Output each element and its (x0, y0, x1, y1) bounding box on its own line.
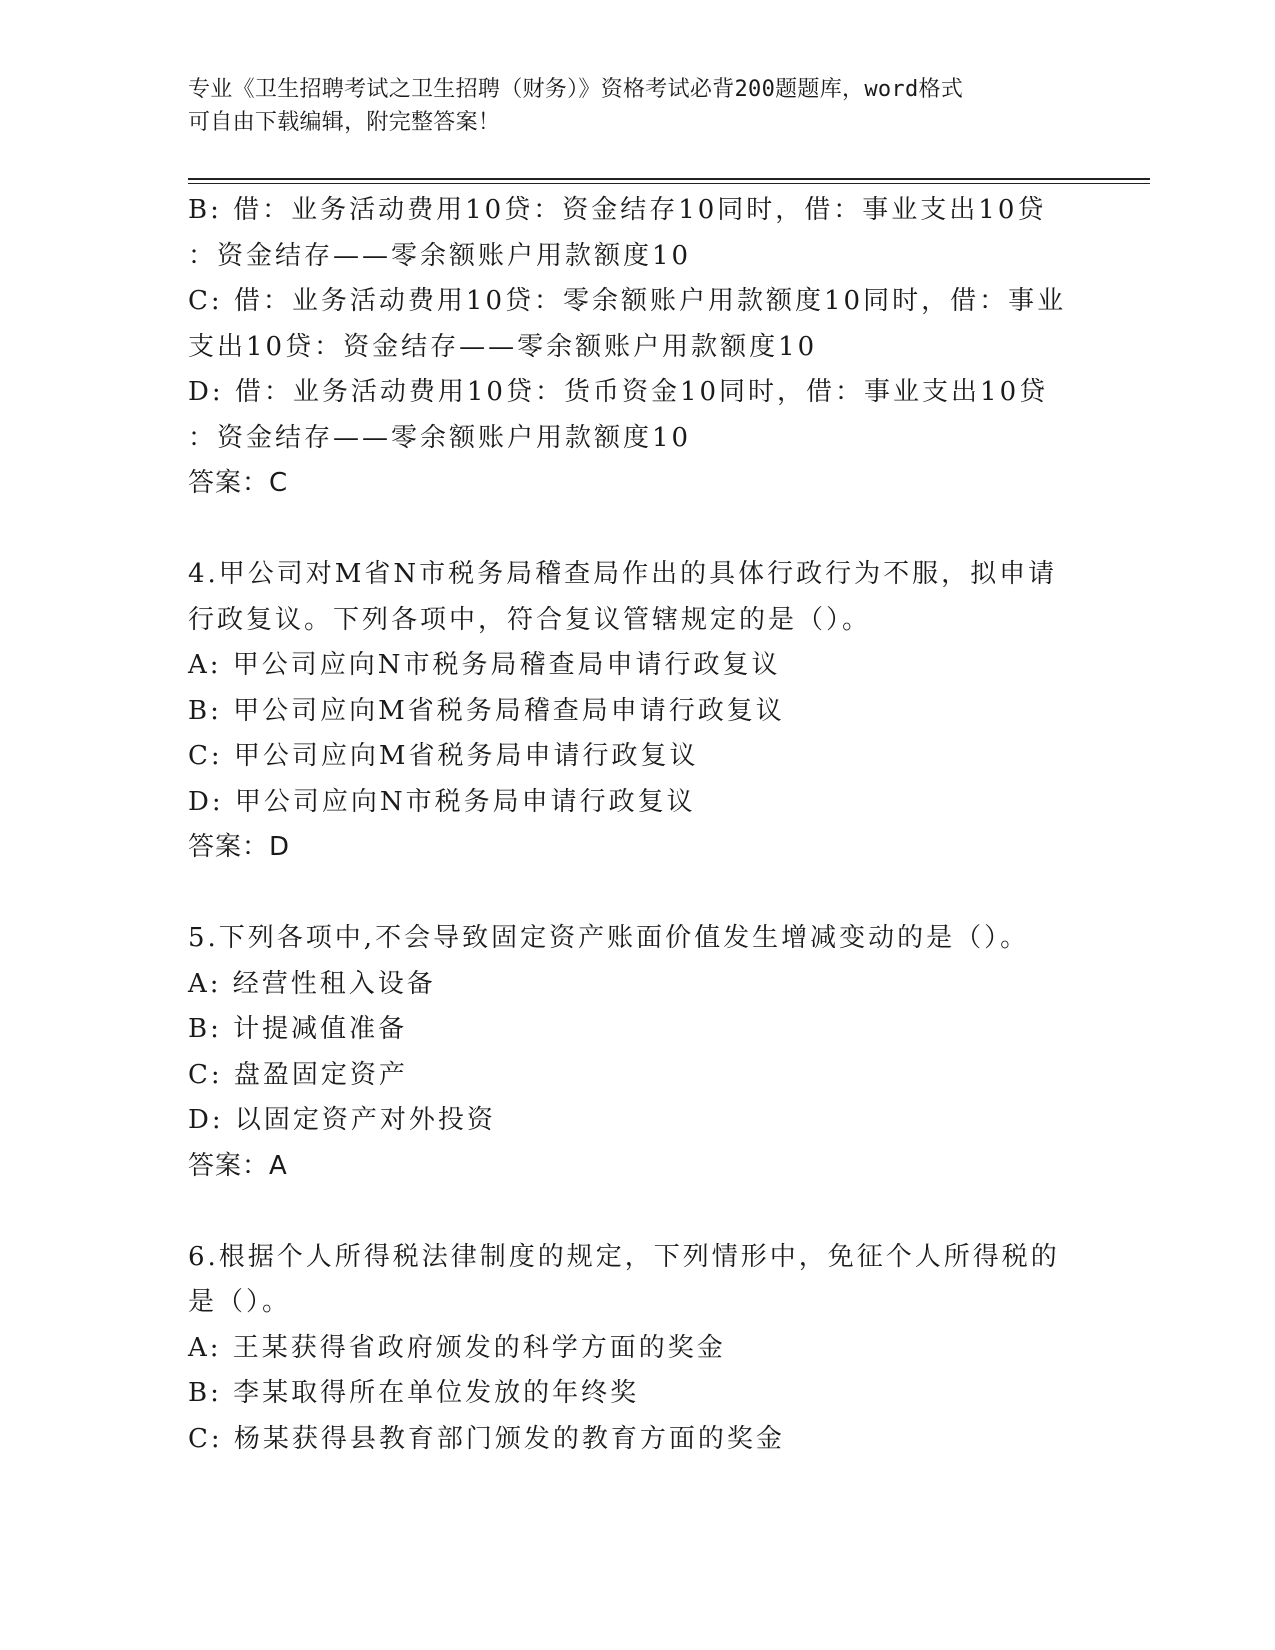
option-b: B: 计提减值准备 (188, 1014, 408, 1044)
question-stem-line-1: 4.甲公司对M省N市税务局稽查局作出的具体行政行为不服，拟申请 (188, 559, 1058, 589)
option-b: B: 甲公司应向M省税务局稽查局申请行政复议 (188, 695, 785, 726)
option-a: A: 王某获得省政府颁发的科学方面的奖金 (188, 1332, 726, 1363)
spacer (188, 1189, 1088, 1235)
option-d-line-2: ：资金结存——零余额账户用款额度10 (188, 422, 692, 453)
header-title-line-2: 可自由下载编辑，附完整答案！ (188, 110, 501, 135)
option-b-line-2: ：资金结存——零余额账户用款额度10 (188, 240, 692, 271)
question-stem-line-2: 是（）。 (188, 1287, 292, 1317)
option-a: A: 甲公司应向N市税务局稽查局申请行政复议 (188, 650, 781, 680)
header-divider-thick (188, 178, 1150, 180)
option-a: A: 经营性租入设备 (188, 968, 436, 999)
question-stem-line-2: 行政复议。下列各项中，符合复议管辖规定的是（）。 (188, 604, 872, 635)
question-3-options (188, 188, 1088, 507)
option-c-line-1: C: 借：业务活动费用10贷：零余额账户用款额度10同时，借：事业 (188, 286, 1067, 316)
spacer (188, 507, 1088, 553)
option-c: C: 盘盈固定资产 (188, 1059, 408, 1090)
header-title-line-1: 专业《卫生招聘考试之卫生招聘（财务）》资格考试必背200题题库，word格式 (188, 77, 964, 102)
answer: 答案：D (188, 832, 291, 862)
document-header (188, 73, 1088, 139)
question-4 (188, 552, 1088, 871)
option-d: D: 以固定资产对外投资 (188, 1105, 496, 1135)
option-c: C: 杨某获得县教育部门颁发的教育方面的奖金 (188, 1423, 785, 1454)
header-divider-thin (188, 183, 1150, 184)
question-5 (188, 916, 1088, 1189)
option-d: D: 甲公司应向N市税务局申请行政复议 (188, 786, 696, 817)
answer: 答案：A (188, 1150, 288, 1181)
option-d-line-1: D: 借：业务活动费用10贷：货币资金10同时，借：事业支出10贷 (188, 377, 1049, 407)
option-b: B: 李某取得所在单位发放的年终奖 (188, 1378, 640, 1408)
spacer (188, 871, 1088, 917)
question-stem-line-1: 6.根据个人所得税法律制度的规定，下列情形中，免征个人所得税的 (188, 1241, 1060, 1272)
question-6 (188, 1235, 1088, 1463)
option-c: C: 甲公司应向M省税务局申请行政复议 (188, 741, 699, 771)
option-c-line-2: 支出10贷：资金结存——零余额账户用款额度10 (188, 331, 818, 362)
option-b-line-1: B: 借：业务活动费用10贷：资金结存10同时，借：事业支出10贷 (188, 195, 1047, 225)
answer: 答案：C (188, 468, 289, 498)
question-stem: 5.下列各项中,不会导致固定资产账面价值发生增减变动的是（）。 (188, 923, 1030, 953)
question-list (188, 188, 1088, 1462)
